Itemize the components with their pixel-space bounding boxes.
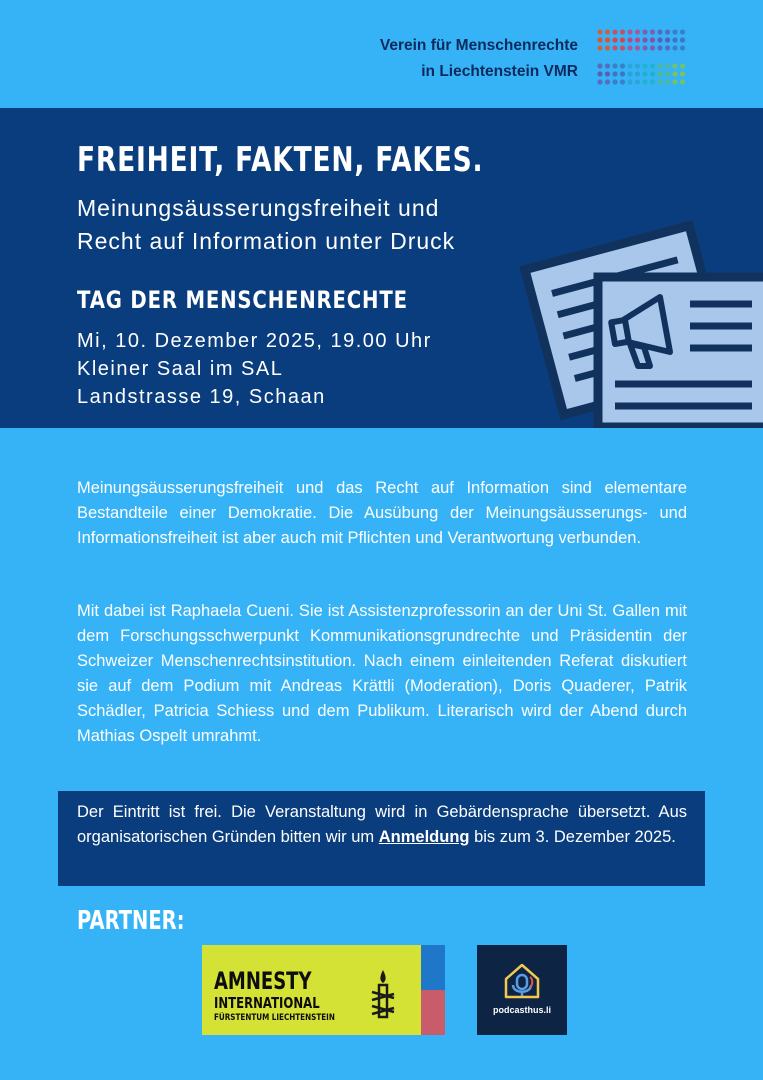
- notice-text-after: bis zum 3. Dezember 2025.: [469, 828, 676, 846]
- logo-dot: [665, 29, 670, 34]
- logo-dot: [650, 71, 655, 76]
- event-main-title: FREIHEIT, FAKTEN, FAKES.: [77, 140, 484, 180]
- event-banner: [0, 108, 763, 428]
- logo-dot: [620, 45, 625, 50]
- logo-dot: [642, 79, 647, 84]
- logo-dot: [620, 29, 625, 34]
- logo-dot: [597, 79, 602, 84]
- logo-dot: [672, 79, 677, 84]
- logo-dot: [642, 29, 647, 34]
- podcasthus-logo[interactable]: [477, 945, 567, 1035]
- logo-dot: [665, 63, 670, 68]
- event-details: [77, 327, 432, 411]
- amnesty-name: AMNESTY: [214, 967, 312, 995]
- logo-dot: [627, 37, 632, 42]
- logo-dot: [627, 63, 632, 68]
- logo-dot: [650, 45, 655, 50]
- event-venue: Kleiner Saal im SAL: [77, 358, 284, 380]
- logo-dot: [612, 37, 617, 42]
- dot-grid-logo-icon: [596, 28, 688, 90]
- logo-dot: [597, 45, 602, 50]
- logo-dot: [605, 29, 610, 34]
- amnesty-country: FÜRSTENTUM LIECHTENSTEIN: [214, 1013, 335, 1023]
- logo-dot: [680, 29, 685, 34]
- logo-dot: [612, 29, 617, 34]
- logo-dot: [665, 37, 670, 42]
- logo-dot: [605, 45, 610, 50]
- event-subtitle: [77, 192, 597, 258]
- logo-dot: [672, 45, 677, 50]
- logo-dot: [612, 45, 617, 50]
- podcasthus-name: podcasthus.li: [492, 1005, 551, 1015]
- logo-dot: [635, 37, 640, 42]
- event-title: TAG DER MENSCHENRECHTE: [77, 286, 408, 314]
- logo-dot: [605, 37, 610, 42]
- logo-dot: [627, 79, 632, 84]
- logo-dot: [680, 63, 685, 68]
- logo-dot: [597, 63, 602, 68]
- subtitle-line1: Meinungsäusserungsfreiheit und: [77, 195, 440, 221]
- logo-dot: [635, 71, 640, 76]
- amnesty-color-bar-blue: [421, 945, 445, 990]
- logo-dot: [657, 45, 662, 50]
- logo-dot: [642, 37, 647, 42]
- intro-paragraph-2: Mit dabei ist Raphaela Cueni. Sie ist Assistenzprofessorin an der Uni St. Gallen mit dem Forschungsschwerpunkt Kommunikationsgrundrechte und Präsidentin der Schweizer Menschenrechtsinstitution. Nach einem einleitenden Referat diskutiert sie auf dem Podium mit Andreas Krättli (Moderation), Doris Quaderer, Patrik Schädler, Patricia Schiess und dem Publikum. Literarisch wird der Abend durch Mathias Ospelt umrahmt.: [77, 602, 687, 745]
- org-name-line2: in Liechtenstein VMR: [421, 63, 578, 80]
- logo-dot: [620, 71, 625, 76]
- logo-dot: [642, 63, 647, 68]
- logo-dot: [657, 63, 662, 68]
- logo-dot: [620, 37, 625, 42]
- logo-dot: [627, 71, 632, 76]
- logo-dot: [650, 37, 655, 42]
- logo-dot: [672, 63, 677, 68]
- logo-dot: [597, 71, 602, 76]
- logo-dot: [657, 37, 662, 42]
- logo-dot: [612, 71, 617, 76]
- logo-dot: [642, 71, 647, 76]
- logo-dot: [635, 45, 640, 50]
- candle-barbed-wire-icon: [370, 968, 396, 1020]
- event-date-time: Mi, 10. Dezember 2025, 19.00 Uhr: [77, 330, 432, 352]
- logo-dot: [620, 79, 625, 84]
- logo-dot: [597, 37, 602, 42]
- logo-dot: [680, 79, 685, 84]
- logo-dot: [605, 79, 610, 84]
- logo-dot: [612, 63, 617, 68]
- logo-dot: [627, 29, 632, 34]
- logo-dot: [657, 79, 662, 84]
- logo-dot: [665, 79, 670, 84]
- registration-link[interactable]: Anmeldung: [378, 828, 470, 846]
- amnesty-logo[interactable]: [202, 945, 445, 1035]
- logo-dot: [650, 63, 655, 68]
- logo-dot: [635, 63, 640, 68]
- amnesty-subname: INTERNATIONAL: [214, 994, 320, 1012]
- logo-dot: [597, 29, 602, 34]
- logo-dot: [605, 63, 610, 68]
- logo-dot: [680, 37, 685, 42]
- notice-text: [77, 800, 687, 850]
- subtitle-line2: Recht auf Information unter Druck: [77, 228, 456, 254]
- logo-dot: [657, 29, 662, 34]
- intro-paragraph-1: Meinungsäusserungsfreiheit und das Recht auf Information sind elementare Bestandteile einer Demokratie. Die Ausübung der Meinungsäusserungs- und Informationsfreiheit ist aber auch mit Pflichten und Verantwortung verbunden.: [77, 479, 687, 547]
- notice-box: [58, 791, 705, 886]
- house-microphone-icon: [502, 961, 542, 1001]
- notice-text-before: Der Eintritt ist frei. Die Veranstaltung wird in Gebärdensprache übersetzt. Aus organisatorischen Gründen bitten wir um: [77, 803, 687, 846]
- newspaper-megaphone-icon: [520, 204, 763, 428]
- amnesty-color-bar-red: [421, 990, 445, 1035]
- logo-dot: [635, 29, 640, 34]
- logo-dot: [620, 63, 625, 68]
- org-name: [380, 33, 578, 85]
- logo-dot: [612, 79, 617, 84]
- logo-dot: [627, 45, 632, 50]
- logo-dot: [650, 29, 655, 34]
- partner-heading: PARTNER:: [77, 906, 185, 936]
- org-name-line1: Verein für Menschenrechte: [379, 37, 578, 54]
- logo-dot: [605, 71, 610, 76]
- logo-dot: [665, 45, 670, 50]
- logo-dot: [642, 45, 647, 50]
- logo-dot: [650, 79, 655, 84]
- logo-dot: [635, 79, 640, 84]
- logo-dot: [665, 71, 670, 76]
- logo-dot: [672, 29, 677, 34]
- logo-dot: [672, 37, 677, 42]
- logo-dot: [680, 45, 685, 50]
- logo-dot: [672, 71, 677, 76]
- event-address: Landstrasse 19, Schaan: [77, 386, 326, 408]
- logo-dot: [680, 71, 685, 76]
- logo-dot: [657, 71, 662, 76]
